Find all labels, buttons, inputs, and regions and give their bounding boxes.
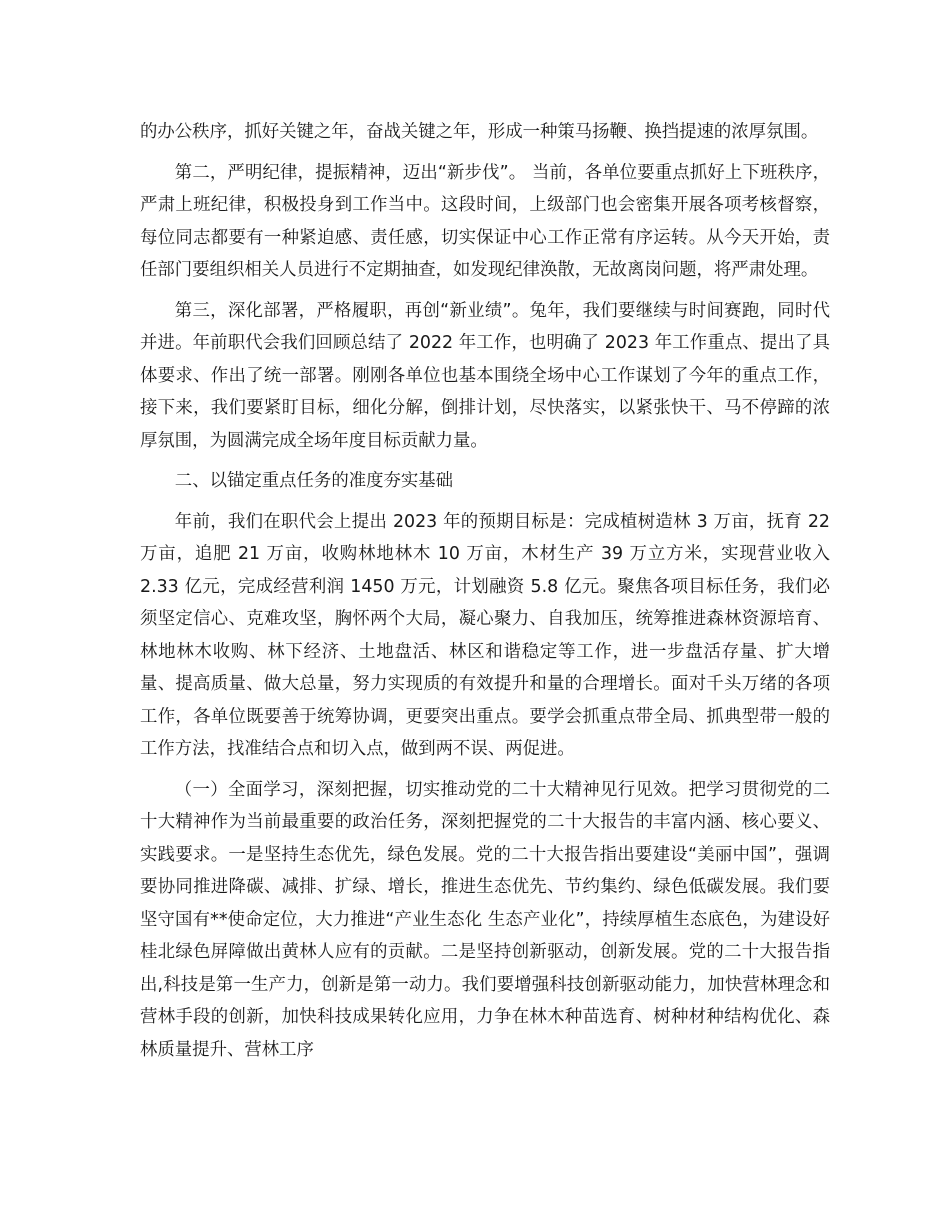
document-body bbox=[140, 116, 830, 1074]
paragraph-study-twentieth-congress: （一）全面学习，深刻把握，切实推动党的二十大精神见行见效。把学习贯彻党的二十大精神作为当前最重要的政治任务，深刻把握党的二十大报告的丰富内涵、核心要义、实践要求。一是坚持生态优先，绿色发展。党的二十大报告指出要建设“美丽中国”，强调要协同推进降碳、减排、扩绿、增长，推进生态优先、节约集约、绿色低碳发展。我们要坚守国有**使命定位，大力推进“产业生态化 生态产业化”，持续厚植生态底色，为建设好桂北绿色屏障做出黄林人应有的贡献。二是坚持创新驱动，创新发展。党的二十大报告指出,科技是第一生产力，创新是第一动力。我们要增强科技创新驱动能力，加快营林理念和营林手段的创新，加快科技成果转化应用，力争在林木种苗选育、树种材种结构优化、森林质量提升、营林工序 bbox=[140, 779, 830, 1060]
paragraph-continued: 的办公秩序，抓好关键之年，奋战关键之年，形成一种策马扬鞭、换挡提速的浓厚氛围。 bbox=[140, 122, 819, 142]
paragraph-annual-targets: 年前，我们在职代会上提出 2023 年的预期目标是：完成植树造林 3 万亩，抚育 22 万亩，追肥 21 万亩，收购林地林木 10 万亩，木材生产 39 万立方米，实现营业收入 2.33 亿元，完成经营利润 1450 万元，计划融资 5.8 亿元。聚焦各项目标任务，我们必须坚定信心、克难攻坚，胸怀两个大局，凝心聚力、自我加压，统筹推进森林资源培育、林地林木收购、林下经济、土地盘活、林区和谐稳定等工作，进一步盘活存量、扩大增量、提高质量、做大总量，努力实现质的有效提升和量的合理增长。面对千头万绪的各项工作，各单位既要善于统筹协调，更要突出重点。要学会抓重点带全局、抓典型带一般的工作方法，找准结合点和切入点，做到两不误、两促进。 bbox=[140, 511, 830, 759]
paragraph-third-deployment: 第三，深化部署，严格履职，再创“新业绩”。兔年，我们要继续与时间赛跑，同时代并进。年前职代会我们回顾总结了 2022 年工作，也明确了 2023 年工作重点、提出了具体要求、作出了统一部署。刚刚各单位也基本围绕全场中心工作谋划了今年的重点工作，接下来，我们要紧盯目标，细化分解，倒排计划，尽快落实，以紧张快干、马不停蹄的浓厚氛围，为圆满完成全场年度目标贡献力量。 bbox=[140, 300, 830, 451]
section-heading-2: 二、以锚定重点任务的准度夯实基础 bbox=[174, 471, 454, 491]
paragraph-second-discipline: 第二，严明纪律，提振精神，迈出“新步伐”。 当前，各单位要重点抓好上下班秩序，严肃上班纪律，积极投身到工作当中。这段时间，上级部门也会密集开展各项考核督察，每位同志都要有一种紧迫感、责任感，切实保证中心工作正常有序运转。从今天开始，责任部门要组织相关人员进行不定期抽查，如发现纪律涣散，无故离岗问题，将严肃处理。 bbox=[140, 162, 830, 280]
